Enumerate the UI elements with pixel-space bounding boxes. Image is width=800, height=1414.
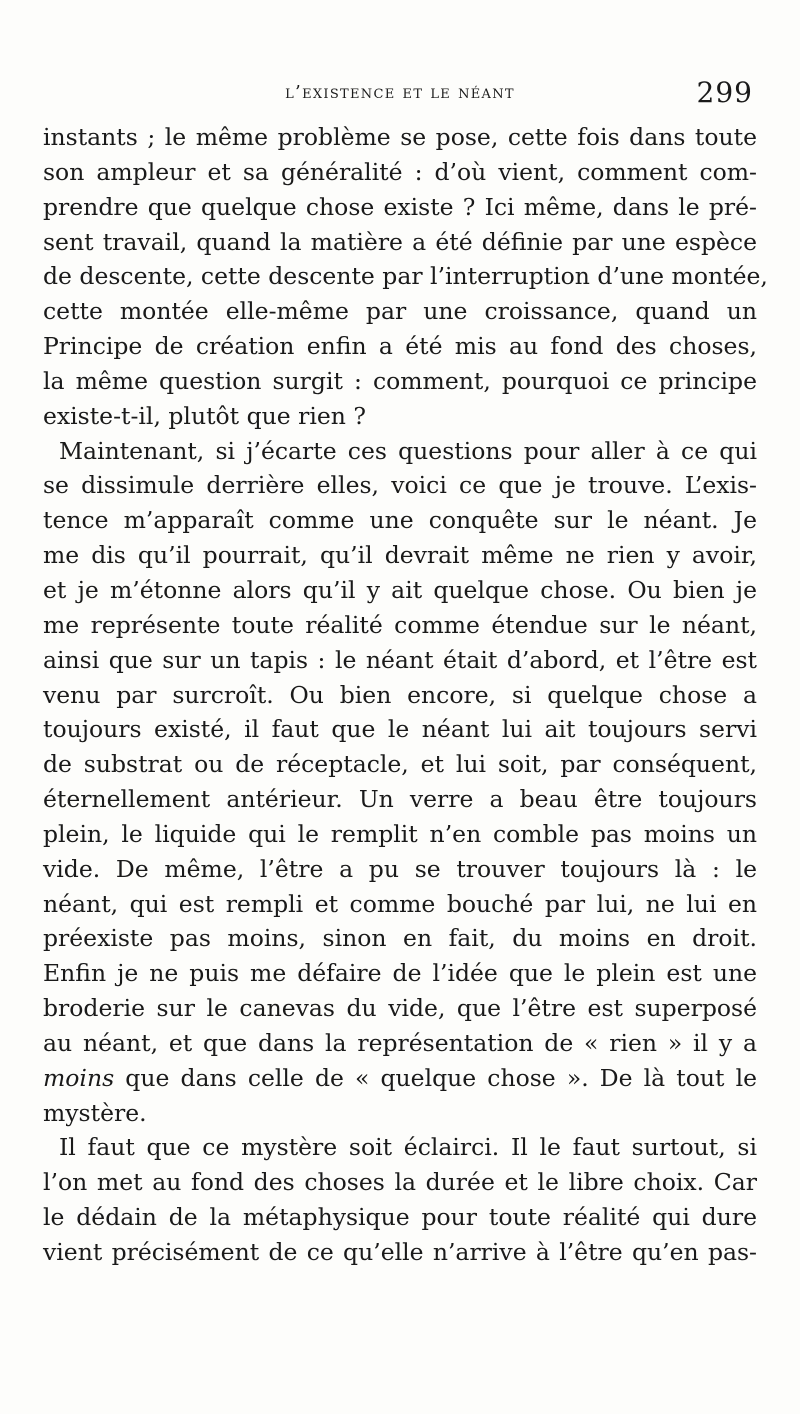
- text-line: Principe de création enfin a été mis au fond des choses,: [43, 332, 757, 361]
- text-line: au néant, et que dans la représentation de « rien » il y a: [43, 1028, 757, 1057]
- running-head: [43, 74, 757, 114]
- paragraph-start-line: Maintenant, si j’écarte ces questions pour aller à ce qui: [59, 436, 757, 465]
- text-line: venu par surcroît. Ou bien encore, si quelque chose a: [43, 680, 757, 709]
- text-line: préexiste pas moins, sinon en fait, du moins en droit.: [43, 924, 757, 953]
- text-line: plein, le liquide qui le remplit n’en comble pas moins un: [43, 819, 757, 848]
- text-line: et je m’étonne alors qu’il y ait quelque chose. Ou bien je: [43, 575, 757, 604]
- text-line: instants ; le même problème se pose, cette fois dans toute: [43, 123, 757, 151]
- text-line-with-italic: [43, 1061, 757, 1096]
- text-line: néant, qui est rempli et comme bouché par lui, ne lui en: [43, 889, 757, 918]
- text-line: son ampleur et sa généralité : d’où vient, comment com-: [43, 157, 757, 186]
- text-line: cette montée elle-même par une croissance, quand un: [43, 297, 757, 326]
- text-line: mystère.: [43, 1098, 147, 1127]
- text-line: la même question surgit : comment, pourquoi ce principe: [43, 366, 757, 395]
- text-line-rest: que dans celle de « quelque chose ». De là tout le: [114, 1063, 757, 1092]
- text-line: me dis qu’il pourrait, qu’il devrait même ne rien y avoir,: [43, 541, 757, 570]
- text-line: toujours existé, il faut que le néant lui ait toujours servi: [43, 715, 757, 744]
- text-line: existe-t-il, plutôt que rien ?: [43, 401, 366, 430]
- text-line: se dissimule derrière elles, voici ce que je trouve. L’exis-: [43, 471, 757, 500]
- text-line: vide. De même, l’être a pu se trouver toujours là : le: [43, 854, 757, 883]
- text-line: l’on met au fond des choses la durée et le libre choix. Car: [43, 1168, 757, 1197]
- body-text: [43, 120, 768, 1270]
- running-title: l’existence et le néant: [285, 82, 515, 103]
- text-line: Enfin je ne puis me défaire de l’idée que le plein est une: [43, 959, 757, 988]
- text-line: de substrat ou de réceptacle, et lui soit, par conséquent,: [43, 750, 757, 779]
- italic-word: moins: [43, 1063, 115, 1092]
- text-line: éternellement antérieur. Un verre a beau être toujours: [43, 785, 757, 814]
- text-line: vient précisément de ce qu’elle n’arrive à l’être qu’en pas-: [43, 1238, 757, 1266]
- text-line: de descente, cette descente par l’interruption d’une montée,: [43, 262, 768, 291]
- text-line: broderie sur le canevas du vide, que l’être est superposé: [43, 994, 757, 1023]
- text-line: prendre que quelque chose existe ? Ici même, dans le pré-: [43, 192, 757, 221]
- text-line: me représente toute réalité comme étendue sur le néant,: [43, 610, 757, 639]
- text-line: tence m’apparaît comme une conquête sur le néant. Je: [43, 506, 757, 535]
- paragraph-start-line: Il faut que ce mystère soit éclairci. Il le faut surtout, si: [59, 1133, 757, 1162]
- text-line: ainsi que sur un tapis : le néant était d’abord, et l’être est: [43, 645, 757, 674]
- page-number: 299: [696, 76, 753, 109]
- text-line: sent travail, quand la matière a été définie par une espèce: [43, 227, 757, 256]
- text-line: le dédain de la métaphysique pour toute réalité qui dure: [43, 1203, 757, 1232]
